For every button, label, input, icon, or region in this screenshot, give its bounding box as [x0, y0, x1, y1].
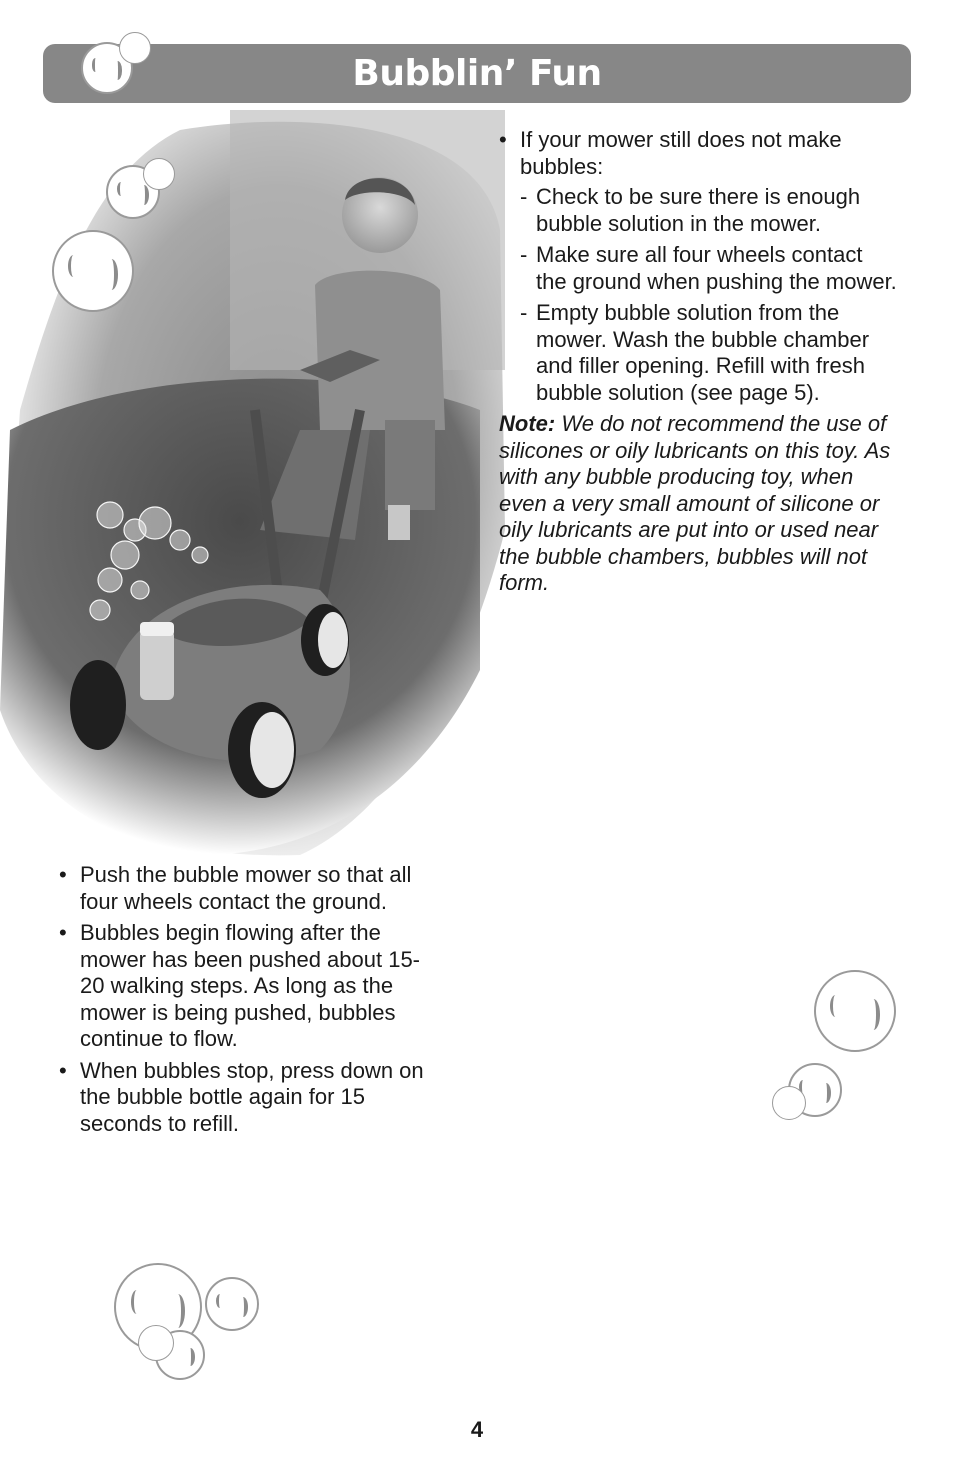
- page-title: Bubblin’ Fun: [352, 53, 602, 94]
- bubble-decoration-icon: [138, 1325, 174, 1361]
- bubble-decoration-icon: [772, 1086, 806, 1120]
- note-label: Note:: [499, 411, 556, 436]
- child-mower-photo: [0, 110, 505, 860]
- page-header: [43, 44, 911, 103]
- bullet-text: If your mower still does not make bubbles:: [520, 127, 842, 179]
- sub-list-item: - Check to be sure there is enough bubble solution in the mower.: [520, 184, 899, 237]
- list-item: • When bubbles stop, press down on the bubble bottle again for 15 seconds to refill.: [59, 1058, 444, 1138]
- note-text: We do not recommend the use of silicones or oily lubricants on this toy. As with any bubble producing toy, when even a very small amount of silicone or oily lubricants are put into or used near the bubble chambers, bubbles will not form.: [499, 411, 891, 595]
- page-number: 4: [470, 1417, 484, 1442]
- list-item: [499, 127, 899, 406]
- list-item: • Push the bubble mower so that all four wheels contact the ground.: [59, 862, 444, 915]
- sub-list-item: - Empty bubble solution from the mower. Wash the bubble chamber and filler opening. Refill with fresh bubble solution (see page 5).: [520, 300, 899, 406]
- bubble-decoration-icon: [143, 158, 175, 190]
- bubble-decoration-icon: [52, 230, 134, 312]
- list-item: • Bubbles begin flowing after the mower has been pushed about 15-20 walking steps. As long as the mower is being pushed, bubbles continue to flow.: [59, 920, 444, 1053]
- right-column-text: [499, 127, 899, 597]
- sub-list-item: - Make sure all four wheels contact the ground when pushing the mower.: [520, 242, 899, 295]
- bubble-decoration-icon: [205, 1277, 259, 1331]
- bubble-decoration-icon: [814, 970, 896, 1052]
- left-column-text: [59, 862, 444, 1142]
- note-paragraph: [499, 411, 899, 597]
